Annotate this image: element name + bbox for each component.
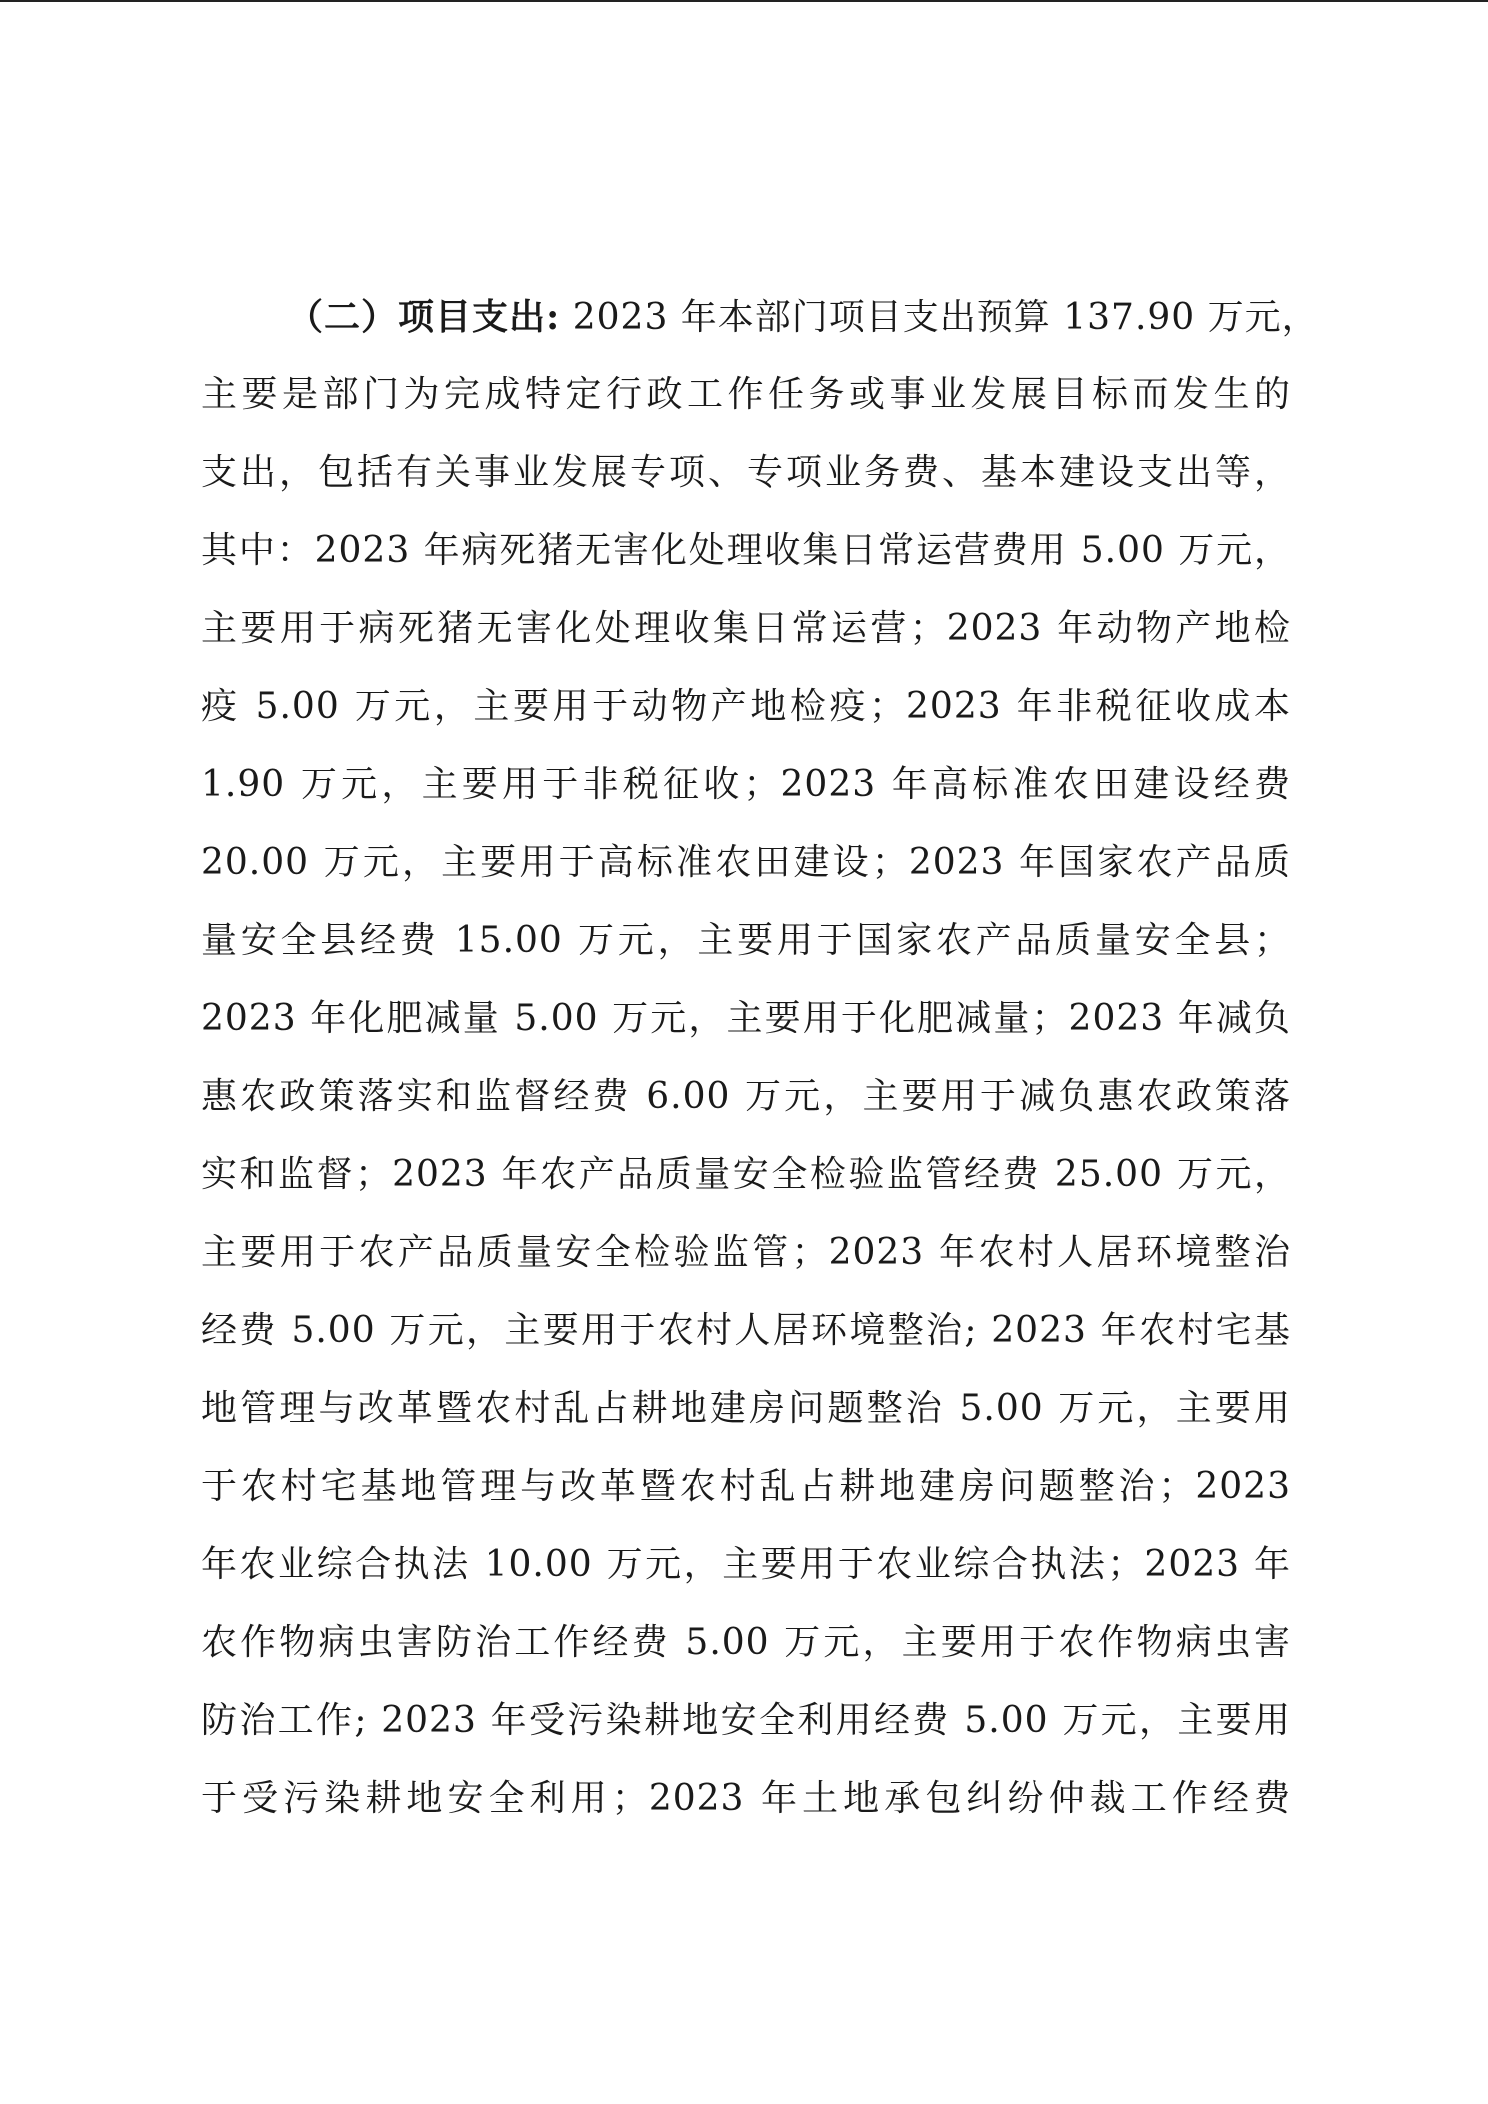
paragraph-line-1 (201, 278, 1319, 356)
paragraph-line-7: 1.90 万元，主要用于非税征收；2023 年高标准农田建设经费 (201, 764, 1291, 805)
paragraph-line-18: 农作物病虫害防治工作经费 5.00 万元，主要用于农作物病虫害 (201, 1622, 1291, 1663)
paragraph-line-12: 实和监督；2023 年农产品质量安全检验监管经费 25.00 万元， (201, 1154, 1291, 1195)
paragraph-line-17: 年农业综合执法 10.00 万元，主要用于农业综合执法；2023 年 (201, 1544, 1291, 1585)
paragraph-line-13: 主要用于农产品质量安全检验监管；2023 年农村人居环境整治 (201, 1232, 1291, 1273)
paragraph-line-3: 支出，包括有关事业发展专项、专项业务费、基本建设支出等， (201, 452, 1291, 493)
paragraph-line-6: 疫 5.00 万元，主要用于动物产地检疫；2023 年非税征收成本 (201, 686, 1291, 727)
paragraph-line-16: 于农村宅基地管理与改革暨农村乱占耕地建房问题整治；2023 (201, 1466, 1291, 1507)
paragraph-line-1-text: 2023 年本部门项目支出预算 137.90 万元， (560, 297, 1319, 338)
project-expenditure-paragraph (201, 278, 1319, 1838)
paragraph-line-5: 主要用于病死猪无害化处理收集日常运营；2023 年动物产地检 (201, 608, 1291, 649)
paragraph-line-15: 地管理与改革暨农村乱占耕地建房问题整治 5.00 万元，主要用 (201, 1388, 1291, 1429)
section-heading: （二）项目支出: (287, 296, 561, 338)
paragraph-line-14: 经费 5.00 万元，主要用于农村人居环境整治; 2023 年农村宅基 (201, 1310, 1291, 1351)
paragraph-line-8: 20.00 万元，主要用于高标准农田建设；2023 年国家农产品质 (201, 842, 1291, 883)
paragraph-line-19: 防治工作; 2023 年受污染耕地安全利用经费 5.00 万元，主要用 (201, 1700, 1291, 1741)
paragraph-line-2: 主要是部门为完成特定行政工作任务或事业发展目标而发生的 (201, 374, 1291, 415)
paragraph-line-4: 其中：2023 年病死猪无害化处理收集日常运营费用 5.00 万元， (201, 530, 1291, 571)
paragraph-line-10: 2023 年化肥减量 5.00 万元，主要用于化肥减量；2023 年减负 (201, 998, 1291, 1039)
paragraph-line-9: 量安全县经费 15.00 万元，主要用于国家农产品质量安全县； (201, 920, 1291, 961)
paragraph-line-20: 于受污染耕地安全利用；2023 年土地承包纠纷仲裁工作经费 (201, 1778, 1291, 1819)
paragraph-line-11: 惠农政策落实和监督经费 6.00 万元，主要用于减负惠农政策落 (201, 1076, 1291, 1117)
